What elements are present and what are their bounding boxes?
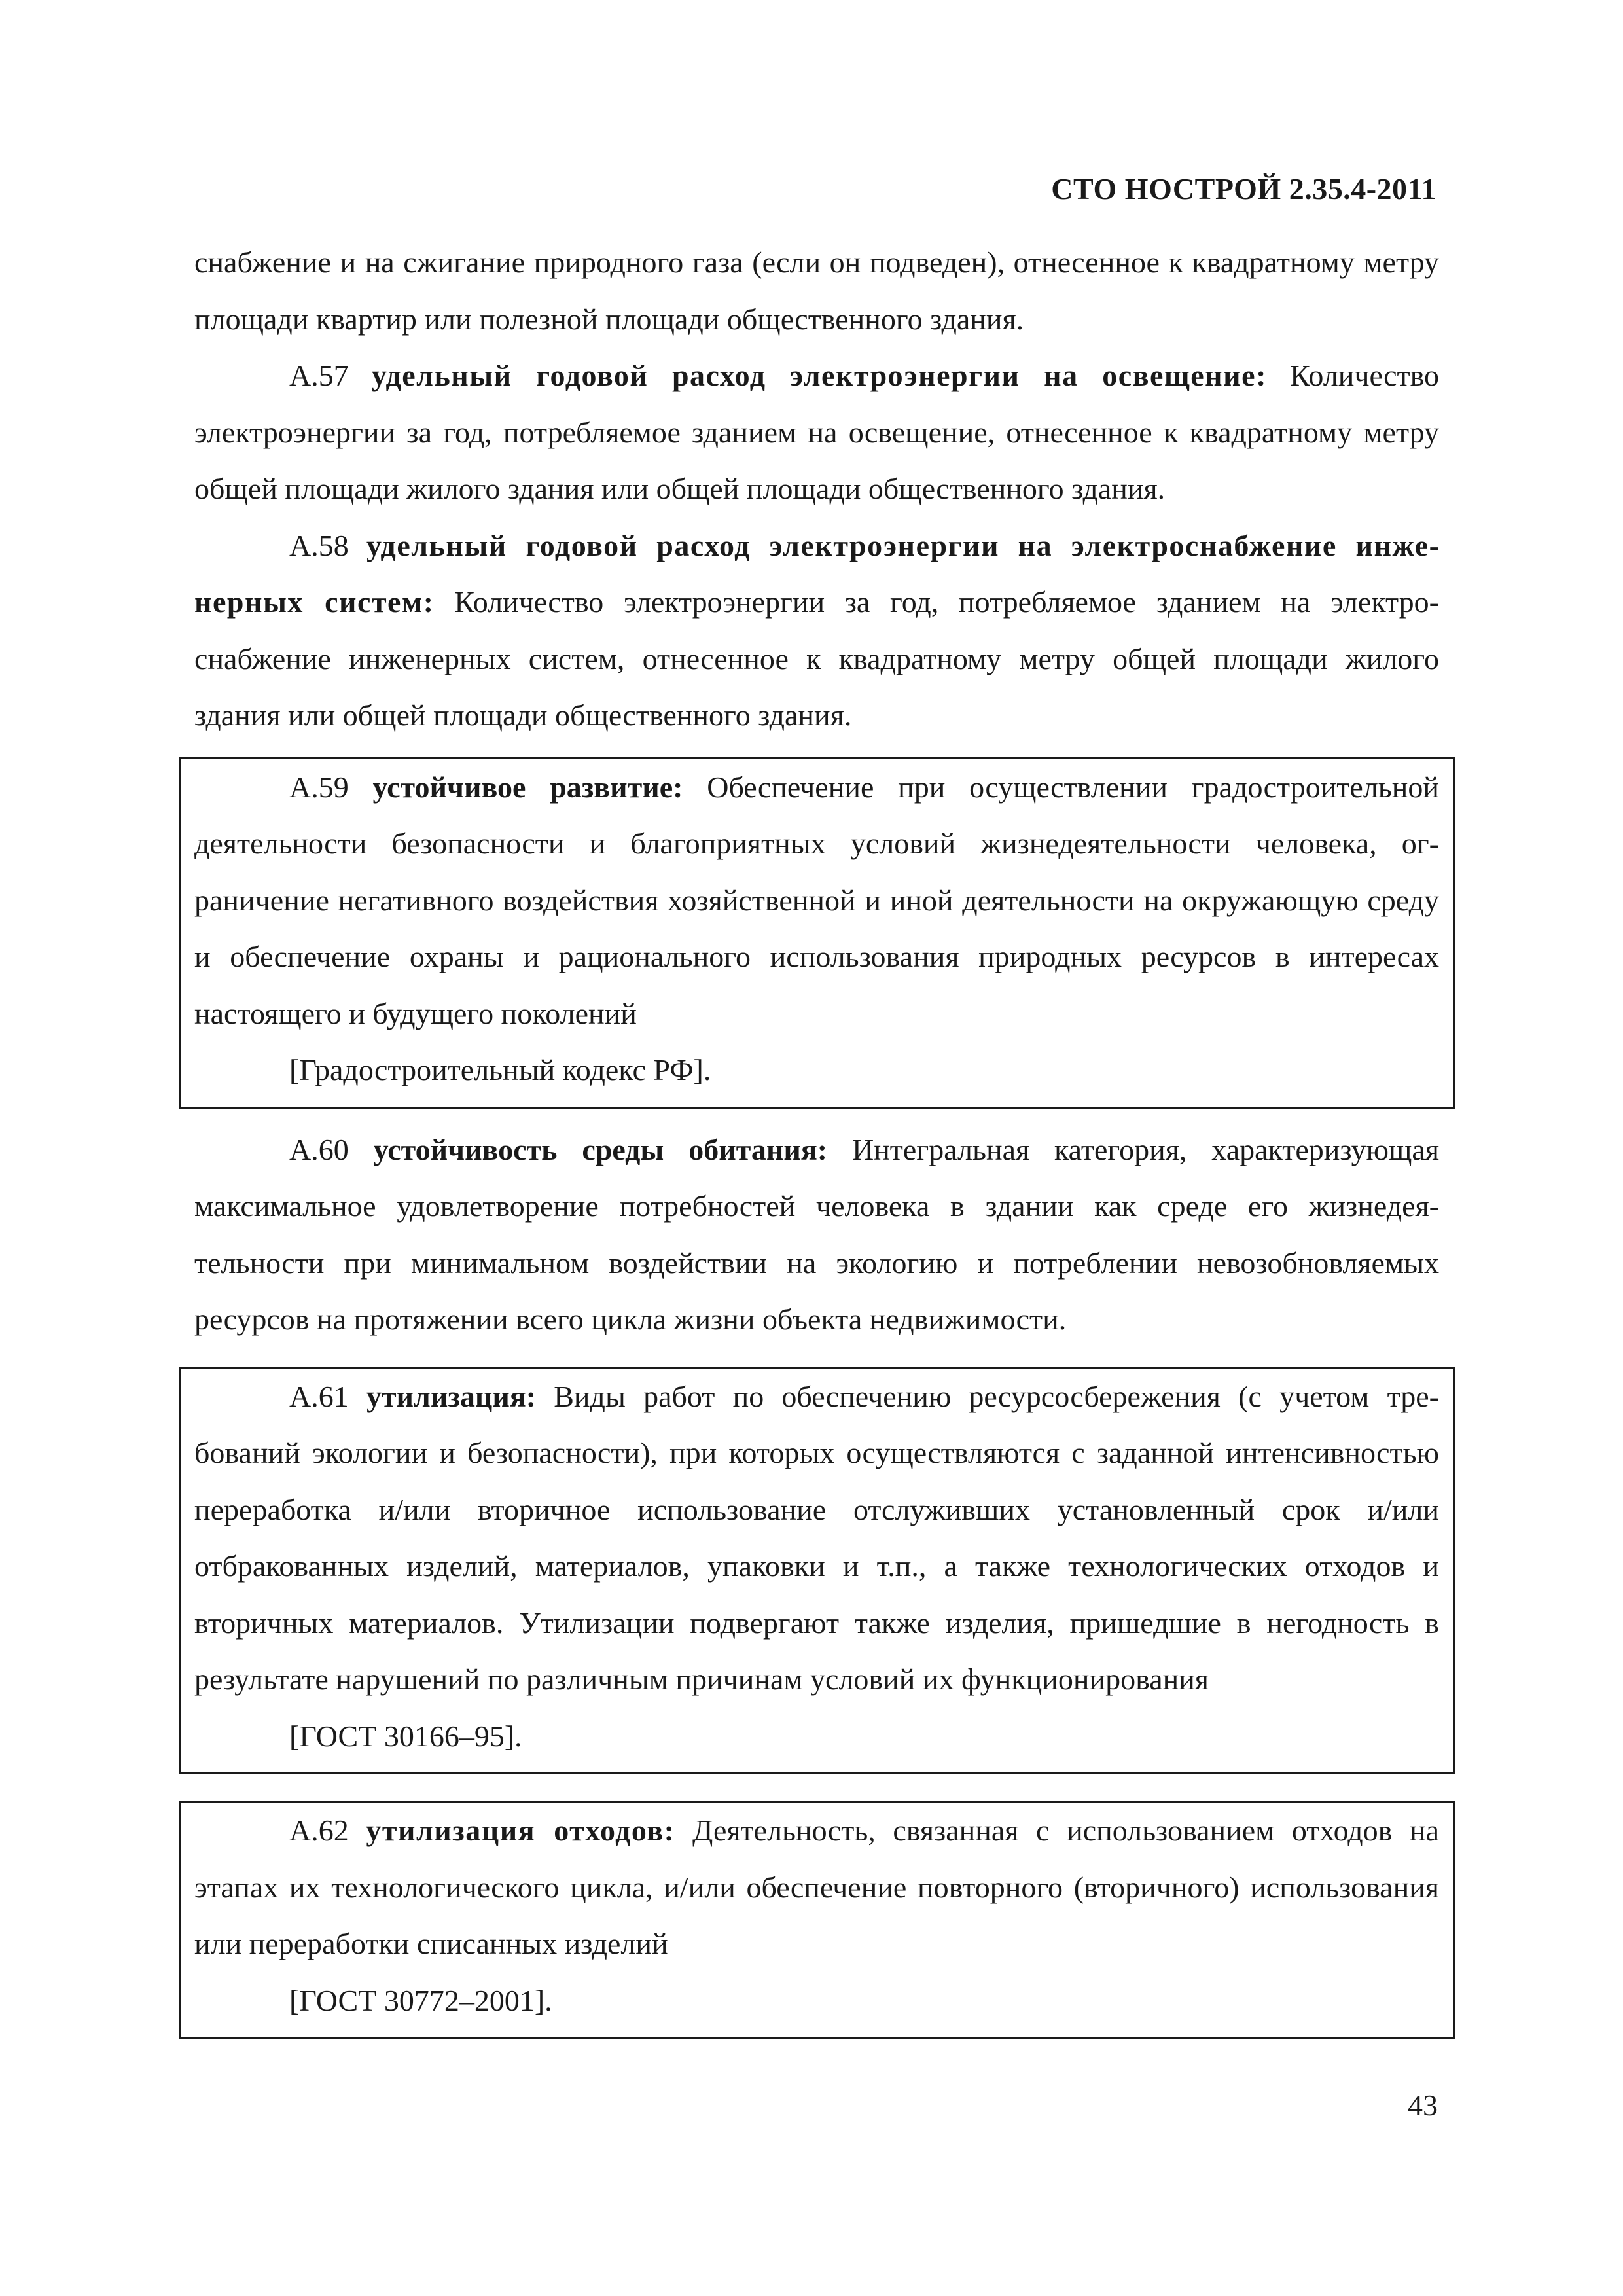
entry-number: А.58 — [289, 528, 349, 562]
entry-definition: Интегральная категория, характеризующая максимальное удовлетворение потребностей человека в здании как среде его жизнедеятельности при минимальном воздействии на экологию и потреблении невозобновляемых ресурсов на протяжении всего цикла жизни объекта недвижимости. — [194, 1132, 1439, 1336]
document-header: СТО НОСТРОЙ 2.35.4-2011 — [1051, 172, 1436, 206]
entry-term: устойчивое развитие: — [372, 770, 683, 804]
entry-number: А.59 — [289, 770, 349, 804]
entry-definition: Виды работ по обеспечению ресурсосбережения (с учетом требований экологии и безопасности), при которых осуществляются с заданной интенсивностью переработка и/или вторичное использование отслуживших установленный срок и/или отбракованных изделий, материалов, упаковки и т.п., а также технологических отходов и вторичных материалов. Утилизации подвергают также изделия, пришедшие в негодность в результате нарушений по различным причинам условий их функционирования — [194, 1379, 1439, 1696]
entry-term: устойчивость среды обитания: — [373, 1132, 828, 1166]
entry-a57 — [194, 348, 1439, 518]
entry-a58 — [194, 518, 1439, 744]
entry-reference: [ГОСТ 30166–95]. — [289, 1719, 522, 1753]
entry-term: удельный годовой расход электроэнергии на электроснабжение инженерных систем: — [194, 528, 1439, 619]
document-body — [194, 234, 1439, 2039]
entry-definition: Деятельность, связанная с использованием отходов на этапах их технологического цикла, и/или обеспечение повторного (вторичного) использования или переработки списанных изделий — [194, 1814, 1440, 1960]
entry-a61 — [194, 1369, 1439, 1708]
entry-term: удельный годовой расход электроэнергии на освещение: — [371, 359, 1267, 392]
page-number: 43 — [1408, 2089, 1438, 2122]
entry-number: А.61 — [289, 1379, 349, 1413]
entry-number: А.60 — [289, 1132, 349, 1166]
intro-paragraph: снабжение и на сжигание природного газа (если он подведен), отнесенное к квадратному метру площади квартир или полезной площади общественного здания. — [194, 245, 1439, 336]
entry-number: А.57 — [289, 359, 349, 392]
entry-a60 — [194, 1122, 1439, 1348]
entry-a62-box — [179, 1801, 1455, 2039]
entry-term: утилизация: — [366, 1379, 537, 1413]
entry-reference: [Градостроительный кодекс РФ]. — [289, 1053, 711, 1086]
entry-definition: Количество электроэнергии за год, потребляемое зданием на электроснабжение инженерных систем, отнесенное к квадратному метру общей площади жилого здания или общей площади общественного здания. — [194, 585, 1439, 732]
entry-a62 — [194, 1803, 1439, 1973]
entry-number: А.62 — [289, 1814, 349, 1847]
entry-a59-box — [179, 757, 1455, 1109]
entry-definition: Количество электроэнергии за год, потребляемое зданием на освещение, отнесенное к квадратному метру общей площади жилого здания или общей площади общественного здания. — [194, 359, 1439, 505]
entry-a59 — [194, 759, 1439, 1043]
entry-a61-box — [179, 1367, 1455, 1775]
entry-reference: [ГОСТ 30772–2001]. — [289, 1983, 552, 2017]
entry-term: утилизация отходов: — [366, 1814, 675, 1847]
entry-definition: Обеспечение при осуществлении градостроительной деятельности безопасности и благоприятных условий жизнедеятельности человека, ограничение негативного воздействия хозяйственной и иной деятельности на окружающую среду и обеспечение охраны и рационального использования природных ресурсов в интересах настоящего и будущего поколений — [194, 770, 1439, 1030]
